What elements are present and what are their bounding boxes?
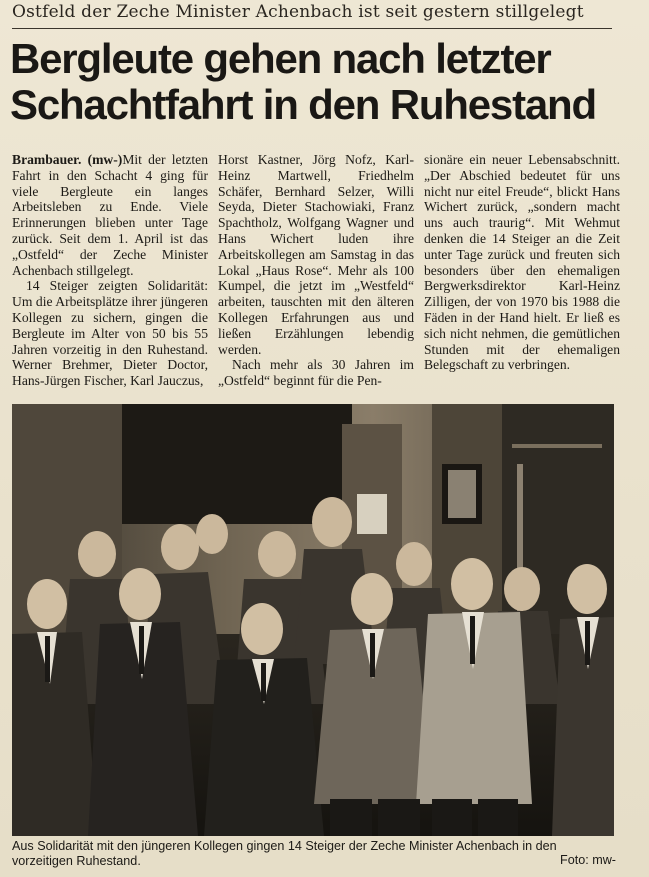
group-photo [12,404,614,836]
column-3-paragraph-1: sionäre ein neuer Lebensabschnitt. „Der Abschied bedeutet für uns nicht nur eitel Freude“, blickt Hans Wichert zurück, „sondern macht uns auch traurig“. Mit Wehmut denken die 14 Steiger an die Zeit unter Tage zurück und freuten sich besonders über den ehemaligen Bergwerksdirektor Karl-Heinz Zilligen, der von 1970 bis 1988 die Fäden in der Hand hielt. Er ließ es sich nicht nehmen, die gemütlichen Stunden mit der ehemaligen Belegschaft zu verbringen. [424,152,620,373]
article-headline [10,36,630,128]
article-column-3 [424,152,620,373]
column-2-paragraph-2: Nach mehr als 30 Jahren im „Ostfeld“ beginnt für die Pen- [218,357,414,389]
photo-caption: Aus Solidarität mit den jüngeren Kollegen gingen 14 Steiger der Zeche Minister Achenbach in den vorzeitigen Ruhestand. [12,839,557,868]
headline-line-1: Bergleute gehen nach letzter [10,35,551,82]
column-2-paragraph-1: Horst Kastner, Jörg Nofz, Karl-Heinz Martwell, Friedhelm Schäfer, Bernhard Selzer, Willi Seyda, Dieter Stachowiaki, Franz Spachtholz, Wolfgang Wagner und Hans Wichert luden ihre Arbeitskollegen am Samstag in das Lokal „Haus Rose“. Mehr als 100 Kumpel, die jetzt im „Westfeld“ arbeiten, tauschten mit den älteren Kollegen Erfahrungen aus und ließen Erzählungen lebendig werden. [218,152,414,357]
article-column-1 [12,152,208,389]
kicker-rule [12,28,612,29]
article-kicker: Ostfeld der Zeche Minister Achenbach ist seit gestern stillgelegt [12,2,584,22]
column-1-paragraph-1 [12,152,208,278]
article-column-2 [218,152,414,389]
dateline: Brambauer. (mw-) [12,152,123,167]
photo-credit: Foto: mw- [560,853,616,867]
column-1-paragraph-2: 14 Steiger zeigten Solidarität: Um die Arbeitsplätze ihrer jüngeren Kollegen zu sichern, gingen die Bergleute im Alter von 50 bis 55 Jahren vorzeitig in den Ruhestand. Werner Brehmer, Dieter Doctor, Hans-Jürgen Fischer, Karl Jauczus, [12,278,208,389]
headline-line-2: Schachtfahrt in den Ruhestand [10,81,596,128]
lead-text: Mit der letzten Fahrt in den Schacht 4 ging für viele Bergleute ein langes Arbeitsleben zu Ende. Viele Erinnerungen blieben unter Tage zurück. Seit dem 1. April ist das „Ostfeld“ der Zeche Minister Achenbach stillgelegt. [12,152,208,278]
